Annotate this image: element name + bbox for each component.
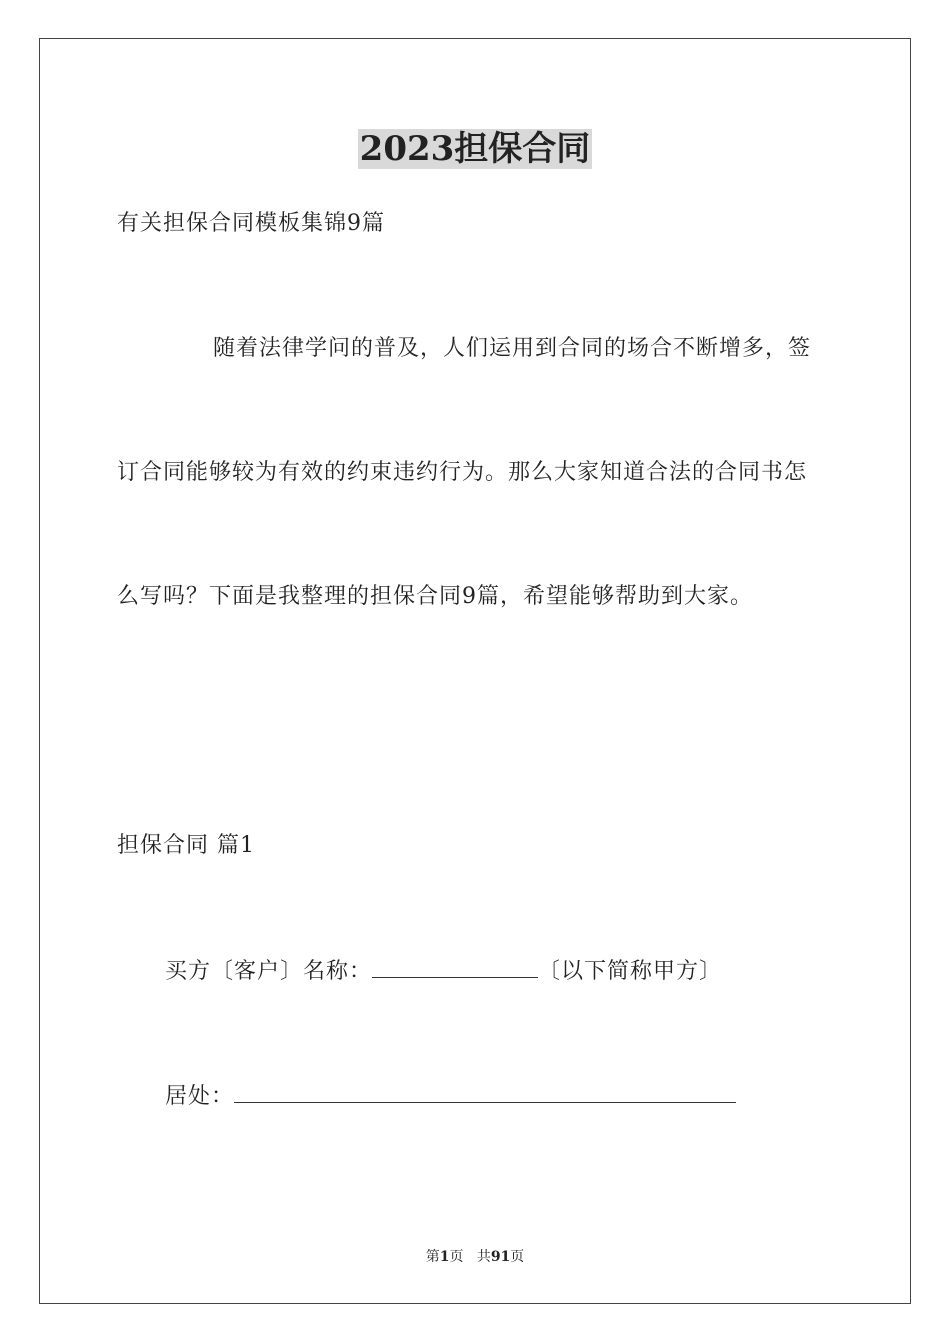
footer-page-prefix: 第 [425,1249,440,1265]
footer-total-suffix: 页 [510,1249,525,1265]
section-heading: 担保合同 篇1 [117,833,255,858]
buyer-name-field-row [165,955,722,987]
footer-total-prefix: 共 [476,1249,491,1265]
intro-paragraph-line-2: 订合同能够较为有效的约束违约行为。那么大家知道合法的合同书怎 [117,460,808,485]
footer-page-number: 1 [439,1249,450,1265]
buyer-name-blank [372,955,538,978]
footer-page-suffix: 页 [449,1249,464,1265]
address-blank [234,1080,736,1103]
buyer-name-suffix: 〔以下简称甲方〕 [538,959,723,984]
document-subtitle: 有关担保合同模板集锦9篇 [117,211,385,236]
document-title-text: 2023担保合同 [359,129,591,169]
document-title [0,127,950,171]
page-footer [0,1247,950,1267]
address-label: 居处： [165,1084,235,1109]
buyer-name-label: 买方〔客户〕名称： [165,959,373,984]
footer-total-pages: 91 [490,1249,511,1265]
address-field-row [165,1080,736,1112]
intro-paragraph-line-1: 随着法律学问的普及，人们运用到合同的场合不断增多，签 [213,336,812,361]
intro-paragraph-line-3: 么写吗？下面是我整理的担保合同9篇，希望能够帮助到大家。 [117,584,753,609]
